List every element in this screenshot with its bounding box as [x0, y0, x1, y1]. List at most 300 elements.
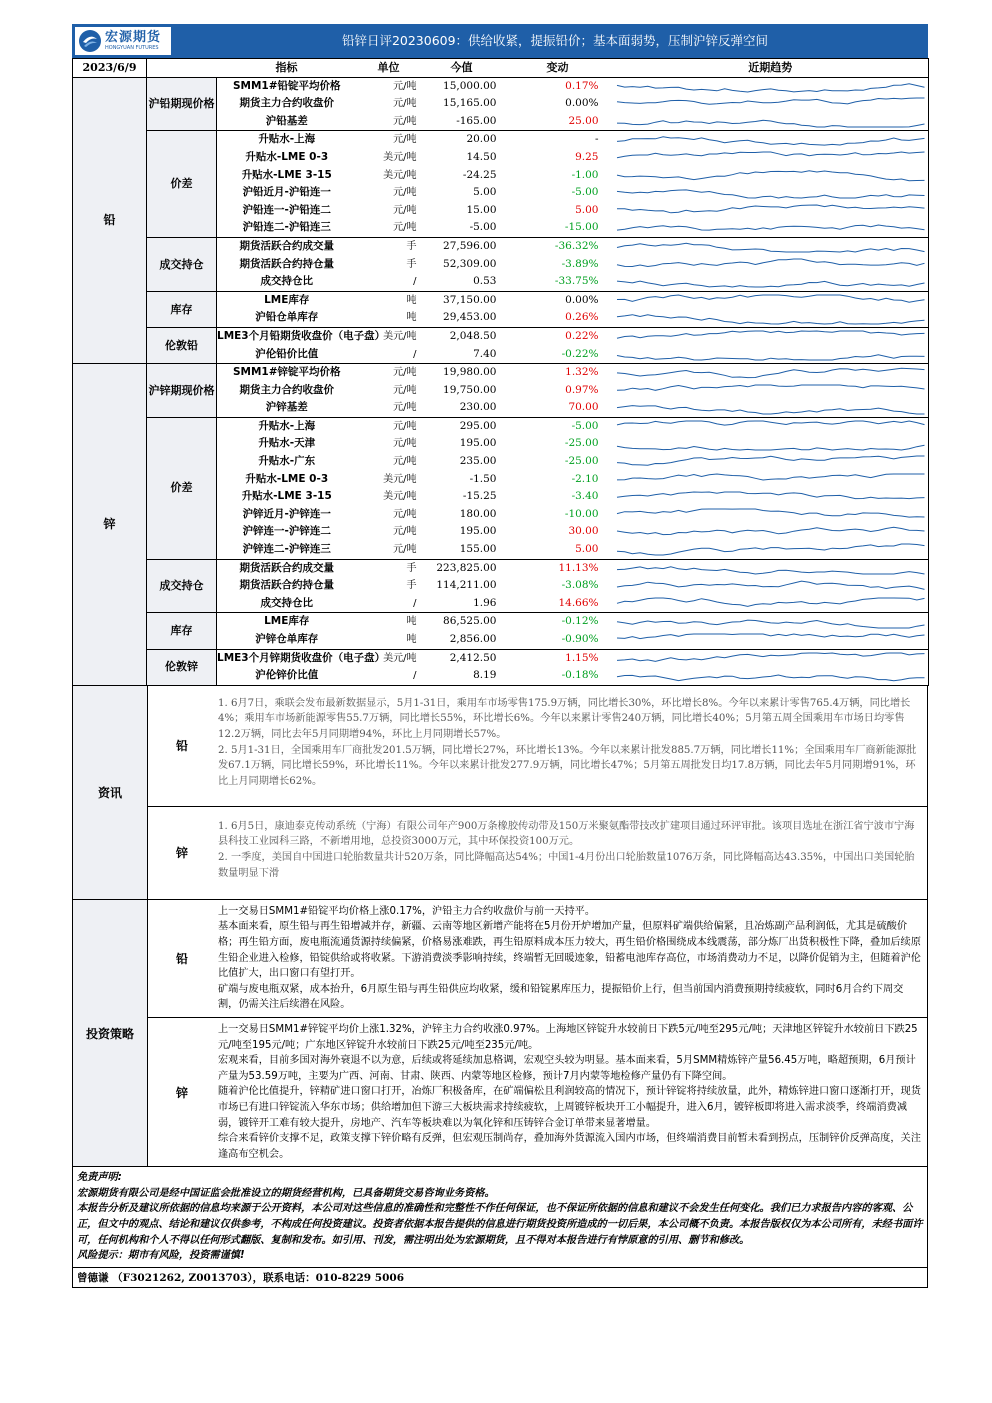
trend-sparkline — [617, 650, 925, 667]
indicator-unit: 手 — [406, 258, 417, 270]
indicator-unit: 元/吨 — [357, 77, 421, 95]
table-row — [73, 327, 929, 345]
indicator-name: 升贴水-LME 0-3 — [245, 472, 329, 485]
table-row — [73, 559, 929, 577]
indicator-value: 37,150.00 — [421, 291, 503, 309]
indicator-unit: 吨 — [357, 631, 421, 649]
indicator-value: -5.00 — [421, 219, 503, 237]
metal-label-zinc: 锌 — [73, 364, 147, 686]
table-row — [73, 77, 929, 95]
indicator-name: 沪铅仓单库存 — [217, 309, 357, 327]
indicator-unit: 美元/吨 — [383, 169, 417, 181]
trend-sparkline — [617, 273, 925, 290]
news-lead-item: 2. 5月1-31日，全国乘用车厂商批发201.5万辆，同比增长27%，环比增长13%。今年以来累计批发885.7万辆，同比增长11%；全国乘用车厂商新能源批发67.1万辆，同比增长59%，环比增长11%。今年以来累计批发277.9万辆，同比增长47%；5月第五周批发日均17.8万辆，同比去年5月同期增91%，环比上月同期增长62%。 — [218, 744, 917, 787]
indicator-unit: 元/吨 — [357, 541, 421, 559]
disclaimer-title: 免责声明: — [77, 1172, 122, 1184]
strategy-section — [72, 900, 928, 1168]
report-title: 铅锌日评20230609：供给收紧，提振铅价；基本面弱势，压制沪锌反弹空间 — [341, 33, 769, 48]
group-label: 成交持仓 — [147, 237, 217, 291]
indicator-name: LME库存 — [217, 613, 357, 631]
risk-warning: 风险提示：期市有风险，投资需谨慎! — [77, 1250, 245, 1262]
indicator-value: 15,165.00 — [443, 97, 497, 110]
strategy-zinc — [148, 1017, 927, 1166]
indicator-change: -0.22% — [503, 346, 613, 364]
indicator-unit: 美元/吨 — [357, 327, 421, 345]
strategy-lead-item: 基本面来看，原生铅与再生铅增减并存，新疆、云南等地区新增产能将在5月份开炉增加产量，但原料矿端供给偏紧，且冶炼副产品利润低，尤其是硫酸价格；再生铅方面，废电瓶流通货源持续偏紧，价格易涨难跌，再生铅原料成本压力较大，再生铅价格围绕成本线震荡，部分炼厂出货积极性下降，叠加后续原生铅企业进入检修，铅锭供给或将收紧。下游消费淡季影响持续，终端暂无回暖迹象，铅蓄电池库存高位，市场消费动力不足，以降价促销为主，但随着沪伦比值扩大，出口窗口有望打开。 — [218, 921, 921, 980]
indicator-name: 沪伦铅价比值 — [217, 346, 357, 364]
indicator-value: 86,525.00 — [421, 613, 503, 631]
news-lead — [148, 686, 927, 806]
indicator-name: 期货活跃合约成交量 — [217, 559, 357, 577]
indicator-change: 0.22% — [503, 327, 613, 345]
indicator-value: 19,980.00 — [421, 364, 503, 382]
indicator-value: 155.00 — [421, 541, 503, 559]
trend-cell — [613, 309, 929, 327]
trend-line — [617, 259, 925, 267]
trend-line — [617, 225, 925, 230]
indicator-value: 2,856.00 — [421, 631, 503, 649]
indicator-value: 15.00 — [466, 203, 497, 216]
indicator-value: 5.00 — [473, 186, 497, 199]
trend-cell — [613, 219, 929, 237]
report-header — [72, 24, 928, 58]
trend-line — [617, 598, 925, 606]
indicator-change: -3.40 — [571, 490, 599, 503]
trend-line — [617, 567, 925, 574]
indicator-change: 0.17% — [503, 77, 613, 95]
indicator-value: -165.00 — [421, 113, 503, 131]
indicator-change: -0.12% — [503, 613, 613, 631]
trend-sparkline — [617, 418, 925, 435]
indicator-change: -0.90% — [503, 631, 613, 649]
trend-line — [617, 509, 925, 517]
trend-cell — [613, 649, 929, 667]
trend-sparkline — [617, 667, 925, 684]
column-header-value: 今值 — [421, 59, 503, 78]
indicator-unit: 元/吨 — [357, 131, 421, 149]
table-row — [73, 364, 929, 382]
indicator-name: 沪铅基差 — [217, 113, 357, 131]
trend-sparkline — [617, 78, 925, 95]
trend-sparkline — [617, 202, 925, 219]
indicator-unit: 元/吨 — [357, 417, 421, 435]
indicator-value: 52,309.00 — [443, 257, 497, 270]
trend-sparkline — [617, 113, 925, 130]
news-lead-item: 1. 6月7日，乘联会发布最新数据显示，5月1-31日，乘用车市场零售175.9万辆，同比增长30%，环比增长8%。今年以来累计零售765.4万辆，同比增长4%；乘用车市场新能源零售55.7万辆，同比增长55%，环比增长6%。今年以来累计零售240万辆，同比增长40%；5月第五周全国乘用车市场日均零售12.2万辆，同比去年5月同期增94%，环比上月同期增长57%。 — [218, 697, 911, 740]
logo-name-cn: 宏源期货 — [105, 30, 162, 45]
indicator-change: 30.00 — [568, 525, 599, 538]
trend-line — [617, 152, 925, 158]
strategy-zinc-label: 锌 — [175, 1085, 188, 1100]
trend-cell — [613, 523, 929, 541]
trend-sparkline — [617, 95, 925, 112]
indicator-change: 1.32% — [503, 364, 613, 382]
indicator-change: 1.15% — [503, 649, 613, 667]
indicator-change: -5.00 — [571, 186, 599, 199]
indicator-change: -3.08% — [561, 579, 599, 592]
trend-cell — [613, 631, 929, 649]
indicator-unit: 美元/吨 — [357, 649, 421, 667]
metal-label-lead: 铅 — [73, 77, 147, 364]
trend-sparkline — [617, 346, 925, 363]
trend-cell — [613, 202, 929, 220]
group-label: 价差 — [147, 131, 217, 238]
indicator-change: 14.66% — [503, 595, 613, 613]
trend-cell — [613, 273, 929, 291]
indicator-name: SMM1#铅锭平均价格 — [217, 77, 357, 95]
trend-cell — [613, 113, 929, 131]
strategy-zinc-item: 上一交易日SMM1#锌锭平均价上涨1.32%，沪锌主力合约收涨0.97%。上海地区锌锭升水较前日下跌5元/吨至295元/吨；天津地区锌锭升水较前日下跌25元/吨至195元/吨；广东地区锌锭升水较前日下跌25元/吨至235元/吨。 — [218, 1023, 918, 1051]
trend-sparkline — [617, 453, 925, 470]
trend-cell — [613, 364, 929, 382]
indicator-value: 1.96 — [421, 595, 503, 613]
indicator-value: 223,825.00 — [421, 559, 503, 577]
trend-line — [617, 355, 925, 360]
indicator-value: 8.19 — [421, 667, 503, 685]
indicator-unit: 吨 — [357, 613, 421, 631]
trend-sparkline — [617, 364, 925, 381]
trend-line — [617, 205, 925, 213]
news-zinc-item: 1. 6月5日，康迪泰克传动系统（宁海）有限公司年产900万条橡胶传动带及150万米聚氨酯带技改扩建项目通过环评审批。该项目选址在浙江省宁波市宁海县科技工业园科三路，不新增用地，总投资3000万元，其中环保投资100万元。 — [218, 820, 915, 848]
trend-cell — [613, 291, 929, 309]
indicator-change: 5.00 — [575, 203, 599, 216]
trend-line — [617, 527, 925, 534]
indicator-name: 成交持仓比 — [217, 273, 357, 291]
trend-line — [617, 98, 925, 104]
indicator-name: 沪锌基差 — [217, 399, 357, 417]
trend-cell — [613, 327, 929, 345]
group-label: 伦敦铅 — [147, 327, 217, 363]
trend-sparkline — [617, 595, 925, 612]
trend-cell — [613, 471, 929, 489]
indicator-unit: / — [357, 667, 421, 685]
disclaimer-line: 宏源期货有限公司是经中国证监会批准设立的期货经营机构，已具备期货交易咨询业务资格。 — [77, 1187, 495, 1199]
trend-sparkline — [617, 631, 925, 648]
news-section-label: 资讯 — [73, 686, 148, 899]
trend-sparkline — [617, 184, 925, 201]
trend-sparkline — [617, 489, 925, 506]
table-row — [73, 417, 929, 435]
indicator-change: - — [503, 131, 613, 149]
indicator-name: 沪锌仓单库存 — [217, 631, 357, 649]
indicator-change: 70.00 — [503, 399, 613, 417]
trend-cell — [613, 346, 929, 364]
indicator-name: 期货活跃合约成交量 — [217, 237, 357, 255]
trend-line — [617, 136, 925, 144]
indicator-unit: 元/吨 — [393, 526, 417, 538]
trend-line — [617, 190, 925, 198]
trend-sparkline — [617, 471, 925, 488]
trend-sparkline — [617, 382, 925, 399]
indicator-unit: 手 — [357, 237, 421, 255]
indicator-change: 0.00% — [503, 291, 613, 309]
indicator-unit: 吨 — [357, 291, 421, 309]
indicator-unit: 手 — [357, 559, 421, 577]
trend-cell — [613, 541, 929, 559]
company-logo — [75, 27, 171, 55]
trend-sparkline — [617, 238, 925, 255]
indicator-value: 20.00 — [421, 131, 503, 149]
trend-line — [617, 445, 925, 450]
indicator-unit: 美元/吨 — [383, 151, 417, 163]
group-label: 价差 — [147, 417, 217, 559]
trend-sparkline — [617, 292, 925, 309]
trend-sparkline — [617, 614, 925, 631]
indicator-value: -24.25 — [462, 168, 497, 181]
indicator-unit: 美元/吨 — [383, 473, 417, 485]
indicator-value: 0.53 — [421, 273, 503, 291]
indicator-value: 29,453.00 — [421, 309, 503, 327]
table-row — [73, 291, 929, 309]
trend-line — [617, 295, 925, 302]
trend-cell — [613, 149, 929, 167]
indicator-unit: 元/吨 — [393, 187, 417, 199]
indicator-unit: / — [357, 273, 421, 291]
indicator-change: -5.00 — [503, 417, 613, 435]
indicator-name: 沪伦锌价比值 — [217, 667, 357, 685]
column-header-indicator: 指标 — [217, 59, 357, 78]
disclaimer-line: 本报告分析及建议所依据的信息均来源于公开资料，本公司对这些信息的准确性和完整性不作任何保证，也不保证所依据的信息和建议不会发生任何变化。我们已力求报告内容的客观、公正，但文中的观点、结论和建议仅供参考，不构成任何投资建议。投资者依据本报告提供的信息进行期货投资所造成的一切后果，本公司概不负责。本报告版权仅为本公司所有，未经书面许可，任何机构和个人不得以任何形式翻版、复制和发布。如引用、刊发，需注明出处为宏源期货，且不得对本报告进行有悖原意的引用、删节和修改。 — [77, 1203, 923, 1246]
strategy-lead-label: 铅 — [175, 951, 188, 966]
indicator-value: 27,596.00 — [421, 237, 503, 255]
indicator-change: 5.00 — [503, 541, 613, 559]
indicator-unit: 元/吨 — [393, 438, 417, 450]
trend-cell — [613, 613, 929, 631]
market-data-table — [72, 58, 929, 686]
indicator-unit: 元/吨 — [393, 508, 417, 520]
trend-line — [617, 653, 925, 661]
indicator-value: 180.00 — [459, 507, 497, 520]
news-zinc — [148, 806, 927, 899]
indicator-change: -25.00 — [564, 455, 599, 468]
indicator-name: 升贴水-LME 0-3 — [245, 150, 329, 163]
indicator-name: LME库存 — [217, 291, 357, 309]
strategy-lead-item: 矿端与废电瓶双紧，成本抬升，6月原生铅与再生铅供应均收紧，缓和铅锭累库压力，提振铅价上行，但当前国内消费预期持续疲软，同时6月合约下周交割，仍需关注后续潜在风险。 — [218, 983, 904, 1011]
indicator-value: 2,048.50 — [421, 327, 503, 345]
trend-line — [617, 331, 925, 338]
indicator-name: 升贴水-上海 — [217, 417, 357, 435]
indicator-unit: 美元/吨 — [383, 491, 417, 503]
indicator-value: 195.00 — [459, 437, 497, 450]
trend-sparkline — [617, 436, 925, 453]
indicator-value: 114,211.00 — [436, 579, 497, 592]
report-page — [72, 24, 928, 1288]
indicator-name: 升贴水-LME 3-15 — [241, 490, 332, 503]
trend-cell — [613, 595, 929, 613]
trend-line — [617, 314, 925, 323]
trend-line — [617, 456, 925, 465]
trend-cell — [613, 667, 929, 685]
trend-sparkline — [617, 541, 925, 558]
trend-cell — [613, 77, 929, 95]
group-label: 沪锌期现价格 — [147, 364, 217, 418]
logo-mark-icon — [78, 29, 102, 53]
indicator-name: 期货主力合约收盘价 — [239, 383, 334, 396]
table-row — [73, 237, 929, 255]
trend-line — [617, 282, 925, 288]
indicator-unit: 元/吨 — [357, 399, 421, 417]
table-header-row — [73, 59, 929, 78]
indicator-change: -2.10 — [571, 472, 599, 485]
indicator-name: 升贴水-天津 — [258, 437, 316, 450]
table-row — [73, 613, 929, 631]
indicator-value: 230.00 — [421, 399, 503, 417]
trend-line — [617, 675, 925, 681]
indicator-name: 期货活跃合约持仓量 — [239, 579, 334, 592]
trend-cell — [613, 559, 929, 577]
trend-cell — [613, 488, 929, 506]
indicator-value: 195.00 — [459, 525, 497, 538]
trend-cell — [613, 167, 929, 185]
trend-line — [617, 634, 925, 639]
strategy-zinc-item: 随着沪伦比值提升，锌精矿进口窗口打开，冶炼厂积极备库，在矿端偏松且利润较高的情况下，预计锌锭将持续放量，此外，精炼锌进口窗口逐渐打开，现货市场已有进口锌锭流入华东市场；供给增加但下游三大板块需求持续疲软，上周镀锌板块开工小幅提升，进入6月，镀锌板即将进入需求淡季，终端消费减弱，镀锌开工难有较大提升，房地产、汽车等板块难以为氧化锌和压铸锌合金订单带来显著增量。 — [218, 1086, 921, 1129]
trend-cell — [613, 506, 929, 524]
news-zinc-label: 锌 — [175, 846, 188, 861]
logo-name-en: HONGYUAN FUTURES — [105, 45, 159, 51]
indicator-value: -15.25 — [462, 490, 497, 503]
trend-line — [617, 84, 925, 92]
trend-cell — [613, 417, 929, 435]
indicator-value: 235.00 — [459, 455, 497, 468]
strategy-zinc-item: 综合来看锌价支撑不足，政策支撑下锌价略有反弹，但宏观压制尚存，叠加海外货源流入国内市场，但终端消费目前暂未看到拐点，压制锌价反弹高度，关注逢高布空机会。 — [218, 1133, 921, 1160]
indicator-name: 沪锌连一-沪锌连二 — [242, 525, 331, 538]
indicator-name: 沪铅连一-沪铅连二 — [242, 203, 331, 216]
indicator-value: 15,000.00 — [421, 77, 503, 95]
indicator-name: 期货活跃合约持仓量 — [239, 257, 334, 270]
trend-cell — [613, 453, 929, 471]
trend-sparkline — [617, 220, 925, 237]
indicator-name: 升贴水-上海 — [217, 131, 357, 149]
trend-line — [617, 369, 925, 378]
trend-cell — [613, 256, 929, 274]
indicator-name: 期货主力合约收盘价 — [239, 97, 334, 110]
group-label: 成交持仓 — [147, 559, 217, 613]
trend-sparkline — [617, 506, 925, 523]
indicator-unit: 元/吨 — [393, 98, 417, 110]
trend-sparkline — [617, 560, 925, 577]
indicator-change: -15.00 — [503, 219, 613, 237]
trend-line — [617, 492, 925, 499]
group-label: 沪铅期现价格 — [147, 77, 217, 131]
group-label: 库存 — [147, 291, 217, 327]
indicator-name: 升贴水-广东 — [258, 455, 316, 468]
group-label: 库存 — [147, 613, 217, 649]
trend-sparkline — [617, 256, 925, 273]
indicator-unit: / — [357, 346, 421, 364]
group-label: 伦敦锌 — [147, 649, 217, 685]
trend-line — [617, 620, 925, 628]
strategy-lead — [148, 900, 927, 1017]
indicator-value: -1.50 — [469, 472, 497, 485]
news-section — [72, 686, 928, 900]
indicator-change: -25.00 — [564, 437, 599, 450]
strategy-zinc-item: 宏观来看，目前多国对海外衰退不以为意，后续或将延续加息格调，宏观空头较为明显。基本面来看，5月SMM精炼锌产量56.45万吨，略超预期，6月预计产量为53.59万吨，主要为广西、河南、甘肃、陕西、内蒙等地区检修，预计7月内蒙等地检修产量仍有下降空间。 — [218, 1055, 916, 1082]
indicator-unit: 元/吨 — [357, 113, 421, 131]
trend-sparkline — [617, 310, 925, 327]
indicator-value: 2,412.50 — [421, 649, 503, 667]
table-row — [73, 131, 929, 149]
indicator-change: -33.75% — [503, 273, 613, 291]
trend-cell — [613, 382, 929, 400]
indicator-change: -10.00 — [564, 507, 599, 520]
indicator-name: 成交持仓比 — [217, 595, 357, 613]
trend-cell — [613, 95, 929, 113]
trend-sparkline — [617, 328, 925, 345]
indicator-unit: 元/吨 — [393, 456, 417, 468]
indicator-name: SMM1#锌锭平均价格 — [217, 364, 357, 382]
analyst-contact: 曾德谦 （F3021262, Z0013703），联系电话：010-8229 5006 — [72, 1268, 928, 1288]
trend-sparkline — [617, 132, 925, 149]
indicator-change: 11.13% — [503, 559, 613, 577]
disclaimer — [72, 1167, 928, 1268]
trend-sparkline — [617, 400, 925, 417]
indicator-name: 沪锌连二-沪锌连三 — [217, 541, 357, 559]
news-zinc-item: 2. 一季度，美国自中国进口轮胎数量共计520万条，同比降幅高达54%；中国1-4月份出口轮胎数量1076万条，同比降幅高达43.35%，中国出口美国轮胎数量明显下滑 — [218, 851, 915, 879]
trend-line — [617, 544, 925, 555]
indicator-change: -3.89% — [561, 257, 599, 270]
indicator-unit: 元/吨 — [357, 219, 421, 237]
indicator-change: 9.25 — [575, 150, 599, 163]
indicator-name: 沪铅连二-沪铅连三 — [217, 219, 357, 237]
trend-line — [617, 244, 925, 253]
indicator-value: 295.00 — [421, 417, 503, 435]
trend-cell — [613, 577, 929, 595]
trend-sparkline — [617, 524, 925, 541]
trend-line — [617, 120, 925, 127]
indicator-unit: / — [357, 595, 421, 613]
table-row — [73, 649, 929, 667]
news-lead-label: 铅 — [175, 739, 188, 754]
indicator-value: 7.40 — [421, 346, 503, 364]
trend-line — [617, 171, 925, 181]
indicator-change: 0.00% — [565, 97, 599, 110]
indicator-unit: 元/吨 — [393, 204, 417, 216]
strategy-section-label: 投资策略 — [73, 900, 148, 1167]
column-header-unit: 单位 — [357, 59, 421, 78]
trend-sparkline — [617, 167, 925, 184]
indicator-name: 升贴水-LME 3-15 — [241, 168, 332, 181]
trend-line — [617, 421, 925, 425]
indicator-value: 14.50 — [466, 150, 497, 163]
indicator-name: 沪锌近月-沪锌连一 — [242, 507, 331, 520]
trend-line — [617, 474, 925, 480]
trend-sparkline — [617, 578, 925, 595]
trend-line — [617, 405, 925, 413]
strategy-lead-item: 上一交易日SMM1#铅锭平均价格上涨0.17%，沪铅主力合约收盘价与前一天持平。 — [218, 905, 596, 917]
indicator-unit: 元/吨 — [393, 384, 417, 396]
indicator-value: 19,750.00 — [443, 383, 497, 396]
indicator-unit: 手 — [406, 580, 417, 592]
indicator-name: LME3个月锌期货收盘价（电子盘） — [217, 649, 357, 667]
column-header-trend: 近期趋势 — [613, 59, 929, 78]
trend-cell — [613, 184, 929, 202]
indicator-change: 25.00 — [503, 113, 613, 131]
indicator-unit: 元/吨 — [357, 364, 421, 382]
indicator-unit: 吨 — [357, 309, 421, 327]
indicator-change: -36.32% — [503, 237, 613, 255]
column-header-change: 变动 — [503, 59, 613, 78]
trend-cell — [613, 237, 929, 255]
indicator-change: 0.26% — [503, 309, 613, 327]
trend-cell — [613, 131, 929, 149]
indicator-name: 沪铅近月-沪铅连一 — [242, 186, 331, 199]
trend-sparkline — [617, 149, 925, 166]
indicator-name: LME3个月铅期货收盘价（电子盘） — [217, 327, 357, 345]
trend-line — [617, 385, 925, 390]
trend-cell — [613, 435, 929, 453]
indicator-change: -1.00 — [571, 168, 599, 181]
trend-cell — [613, 399, 929, 417]
